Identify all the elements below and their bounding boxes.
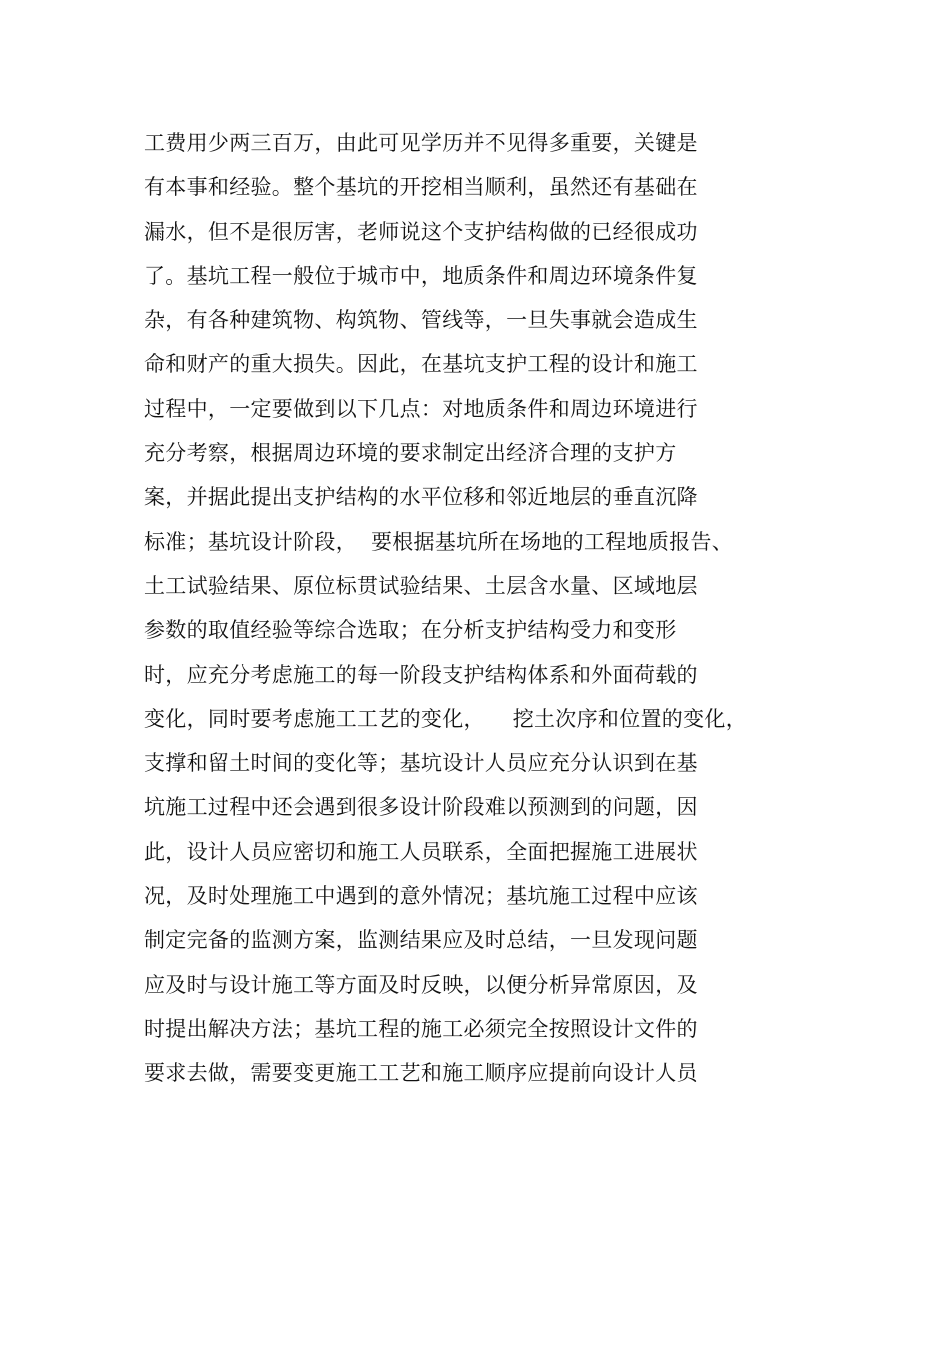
text-line: 时提出解决方法；基坑工程的施工必须完全按照设计文件的: [144, 1016, 698, 1041]
text-line: 有本事和经验。整个基坑的开挖相当顺利，虽然还有基础在: [144, 175, 698, 200]
text-line: 参数的取值经验等综合选取；在分析支护结构受力和变形: [144, 618, 677, 643]
body-paragraph: [144, 121, 784, 1096]
text-line: 应及时与设计施工等方面及时反映，以便分析异常原因，及: [144, 972, 698, 997]
text-line: 过程中，一定要做到以下几点：对地质条件和周边环境进行: [144, 396, 698, 421]
text-line: 坑施工过程中还会遇到很多设计阶段难以预测到的问题，因: [144, 795, 698, 820]
text-line: 标准；基坑设计阶段， 要根据基坑所在场地的工程地质报告、: [144, 529, 734, 554]
text-line: 案，并据此提出支护结构的水平位移和邻近地层的垂直沉降: [144, 485, 698, 510]
text-line: 漏水，但不是很厉害，老师说这个支护结构做的已经很成功: [144, 219, 698, 244]
text-line: 此，设计人员应密切和施工人员联系，全面把握施工进展状: [144, 839, 698, 864]
text-line: 支撑和留土时间的变化等；基坑设计人员应充分认识到在基: [144, 751, 698, 776]
text-line: 土工试验结果、原位标贯试验结果、土层含水量、区域地层: [144, 573, 698, 598]
text-line: 变化，同时要考虑施工工艺的变化， 挖土次序和位置的变化，: [144, 706, 747, 731]
text-line: 杂，有各种建筑物、构筑物、管线等，一旦失事就会造成生: [144, 308, 698, 333]
text-line: 工费用少两三百万，由此可见学历并不见得多重要，关键是: [144, 131, 698, 155]
text-line: 况，及时处理施工中遇到的意外情况；基坑施工过程中应该: [144, 884, 698, 909]
text-line: 命和财产的重大损失。因此，在基坑支护工程的设计和施工: [144, 352, 698, 377]
text-line: 制定完备的监测方案，监测结果应及时总结，一旦发现问题: [144, 928, 698, 953]
text-line: 时，应充分考虑施工的每一阶段支护结构体系和外面荷载的: [144, 662, 698, 687]
text-line: 要求去做，需要变更施工工艺和施工顺序应提前向设计人员: [144, 1061, 698, 1086]
text-line: 充分考察，根据周边环境的要求制定出经济合理的支护方: [144, 441, 677, 466]
text-line: 了。基坑工程一般位于城市中，地质条件和周边环境条件复: [144, 263, 698, 288]
